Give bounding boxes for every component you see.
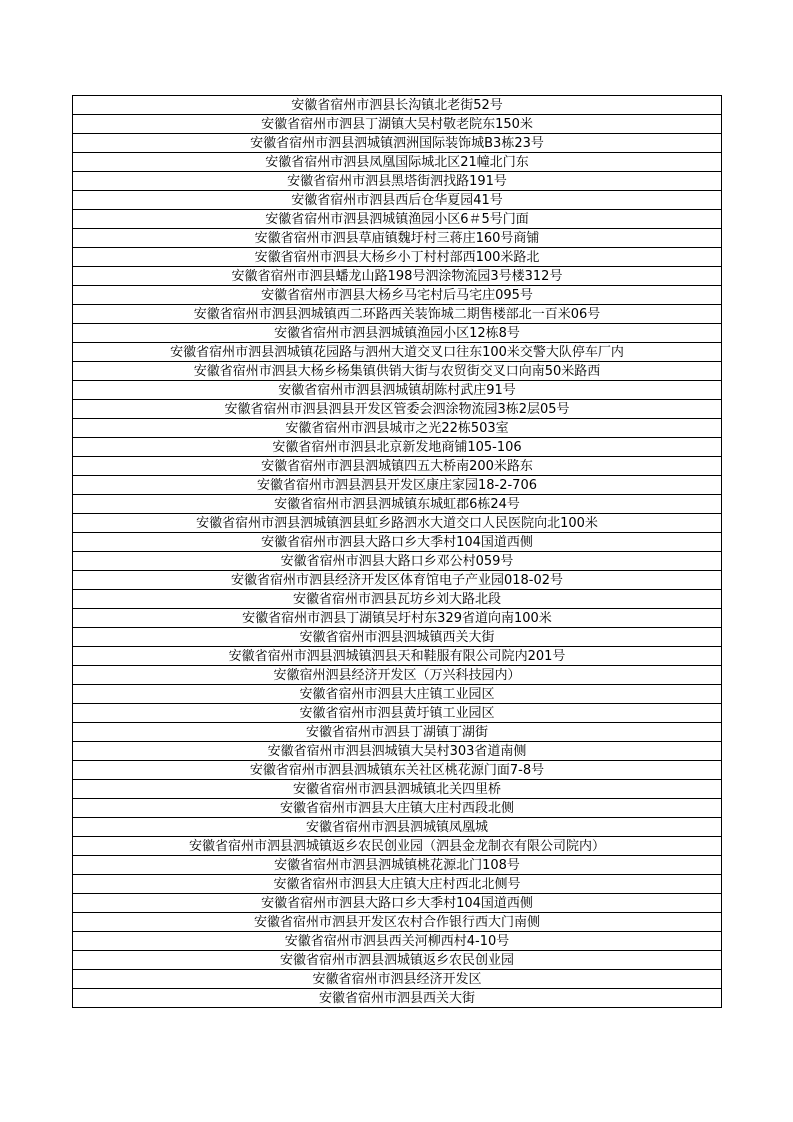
- address-cell: 安徽省宿州市泗县泗城镇大吴村303省道南侧: [73, 742, 722, 761]
- table-row: [73, 875, 722, 894]
- address-cell: 安徽省宿州市泗县泗城镇花园路与泗州大道交叉口往东100米交警大队停车厂内: [73, 343, 722, 362]
- address-table-body: [73, 96, 722, 1008]
- table-row: [73, 704, 722, 723]
- table-row: [73, 932, 722, 951]
- address-cell: 安徽省宿州市泗县长沟镇北老街52号: [73, 96, 722, 115]
- address-cell: 安徽省宿州市泗县大杨乡杨集镇供销大街与农贸街交叉口向南50米路西: [73, 362, 722, 381]
- table-row: [73, 457, 722, 476]
- table-row: [73, 799, 722, 818]
- address-cell: 安徽省宿州市泗县黄圩镇工业园区: [73, 704, 722, 723]
- table-row: [73, 970, 722, 989]
- table-row: [73, 666, 722, 685]
- address-cell: 安徽省宿州市泗县丁湖镇吴圩村东329省道向南100米: [73, 609, 722, 628]
- table-row: [73, 324, 722, 343]
- address-cell: 安徽省宿州市泗县泗县开发区康庄家园18-2-706: [73, 476, 722, 495]
- table-row: [73, 951, 722, 970]
- address-cell: 安徽省宿州市泗县泗城镇北关四里桥: [73, 780, 722, 799]
- table-row: [73, 609, 722, 628]
- table-row: [73, 191, 722, 210]
- table-row: [73, 172, 722, 191]
- table-row: [73, 495, 722, 514]
- address-cell: 安徽省宿州市泗县泗县开发区管委会泗涂物流园3栋2层05号: [73, 400, 722, 419]
- address-cell: 安徽省宿州市泗县泗城镇东城虹郡6栋24号: [73, 495, 722, 514]
- address-cell: 安徽省宿州市泗县经济开发区体育馆电子产业园018-02号: [73, 571, 722, 590]
- address-cell: 安徽省宿州市泗县泗城镇东关社区桃花源门面7-8号: [73, 761, 722, 780]
- table-row: [73, 742, 722, 761]
- address-cell: 安徽省宿州市泗县北京新发地商铺105-106: [73, 438, 722, 457]
- address-cell: 安徽省宿州市泗县泗城镇返乡农民创业园: [73, 951, 722, 970]
- address-cell: 安徽省宿州市泗县西后仓华夏园41号: [73, 191, 722, 210]
- address-cell: 安徽省宿州市泗县泗城镇泗县天和鞋服有限公司院内201号: [73, 647, 722, 666]
- table-row: [73, 590, 722, 609]
- address-cell: 安徽省宿州市泗县泗城镇桃花源北门108号: [73, 856, 722, 875]
- table-row: [73, 476, 722, 495]
- address-cell: 安徽省宿州市泗县黑塔街泗找路191号: [73, 172, 722, 191]
- table-row: [73, 571, 722, 590]
- table-row: [73, 514, 722, 533]
- table-row: [73, 400, 722, 419]
- table-row: [73, 248, 722, 267]
- table-row: [73, 552, 722, 571]
- table-row: [73, 343, 722, 362]
- address-cell: 安徽省宿州市泗县泗城镇胡陈村武庄91号: [73, 381, 722, 400]
- address-cell: 安徽省宿州市泗县开发区农村合作银行西大门南侧: [73, 913, 722, 932]
- table-row: [73, 210, 722, 229]
- table-row: [73, 723, 722, 742]
- address-cell: 安徽省宿州市泗县泗城镇西关大街: [73, 628, 722, 647]
- table-row: [73, 837, 722, 856]
- address-cell: 安徽省宿州市泗县丁湖镇大吴村敬老院东150米: [73, 115, 722, 134]
- address-table: [72, 95, 722, 1008]
- address-cell: 安徽省宿州市泗县大路口乡大季村104国道西侧: [73, 894, 722, 913]
- table-row: [73, 647, 722, 666]
- table-row: [73, 438, 722, 457]
- table-row: [73, 913, 722, 932]
- table-row: [73, 153, 722, 172]
- address-cell: 安徽省宿州市泗县城市之光22栋503室: [73, 419, 722, 438]
- table-row: [73, 229, 722, 248]
- address-cell: 安徽省宿州市泗县大路口乡邓公村059号: [73, 552, 722, 571]
- table-row: [73, 305, 722, 324]
- address-cell: 安徽省宿州市泗县丁湖镇丁湖街: [73, 723, 722, 742]
- table-row: [73, 780, 722, 799]
- address-cell: 安徽省宿州市泗县大杨乡小丁村村部西100米路北: [73, 248, 722, 267]
- table-row: [73, 989, 722, 1008]
- table-row: [73, 856, 722, 875]
- address-cell: 安徽省宿州市泗县大杨乡马宅村后马宅庄095号: [73, 286, 722, 305]
- address-cell: 安徽省宿州市泗县经济开发区: [73, 970, 722, 989]
- address-cell: 安徽省宿州市泗县泗城镇四五大桥南200米路东: [73, 457, 722, 476]
- address-cell: 安徽省宿州市泗县泗城镇返乡农民创业园（泗县金龙制衣有限公司院内）: [73, 837, 722, 856]
- table-row: [73, 134, 722, 153]
- table-row: [73, 267, 722, 286]
- address-cell: 安徽省宿州市泗县大路口乡大季村104国道西侧: [73, 533, 722, 552]
- address-cell: 安徽省宿州市泗县泗城镇渔园小区12栋8号: [73, 324, 722, 343]
- address-cell: 安徽省宿州市泗县泗城镇西二环路西关装饰城二期售楼部北一百米06号: [73, 305, 722, 324]
- address-cell: 安徽省宿州市泗县大庄镇大庄村西段北侧: [73, 799, 722, 818]
- address-cell: 安徽省宿州市泗县泗城镇渔园小区6＃5号门面: [73, 210, 722, 229]
- address-cell: 安徽省宿州市泗县蟠龙山路198号泗涂物流园3号楼312号: [73, 267, 722, 286]
- address-cell: 安徽省宿州市泗县草庙镇魏圩村三蒋庄160号商铺: [73, 229, 722, 248]
- table-row: [73, 628, 722, 647]
- address-cell: 安徽省宿州市泗县瓦坊乡刘大路北段: [73, 590, 722, 609]
- table-row: [73, 419, 722, 438]
- address-cell: 安徽省宿州市泗县泗城镇泗洲国际装饰城B3栋23号: [73, 134, 722, 153]
- address-cell: 安徽省宿州市泗县凤凰国际城北区21幢北门东: [73, 153, 722, 172]
- table-row: [73, 818, 722, 837]
- table-row: [73, 761, 722, 780]
- table-row: [73, 533, 722, 552]
- address-cell: 安徽省宿州市泗县西关河柳西村4-10号: [73, 932, 722, 951]
- address-cell: 安徽省宿州市泗县大庄镇工业园区: [73, 685, 722, 704]
- table-row: [73, 685, 722, 704]
- table-row: [73, 96, 722, 115]
- table-row: [73, 115, 722, 134]
- table-row: [73, 381, 722, 400]
- address-cell: 安徽宿州泗县经济开发区（万兴科技园内）: [73, 666, 722, 685]
- table-row: [73, 894, 722, 913]
- table-row: [73, 362, 722, 381]
- address-cell: 安徽省宿州市泗县泗城镇凤凰城: [73, 818, 722, 837]
- address-cell: 安徽省宿州市泗县泗城镇泗县虹乡路泗水大道交口人民医院向北100米: [73, 514, 722, 533]
- table-row: [73, 286, 722, 305]
- address-cell: 安徽省宿州市泗县西关大街: [73, 989, 722, 1008]
- address-cell: 安徽省宿州市泗县大庄镇大庄村西北北侧号: [73, 875, 722, 894]
